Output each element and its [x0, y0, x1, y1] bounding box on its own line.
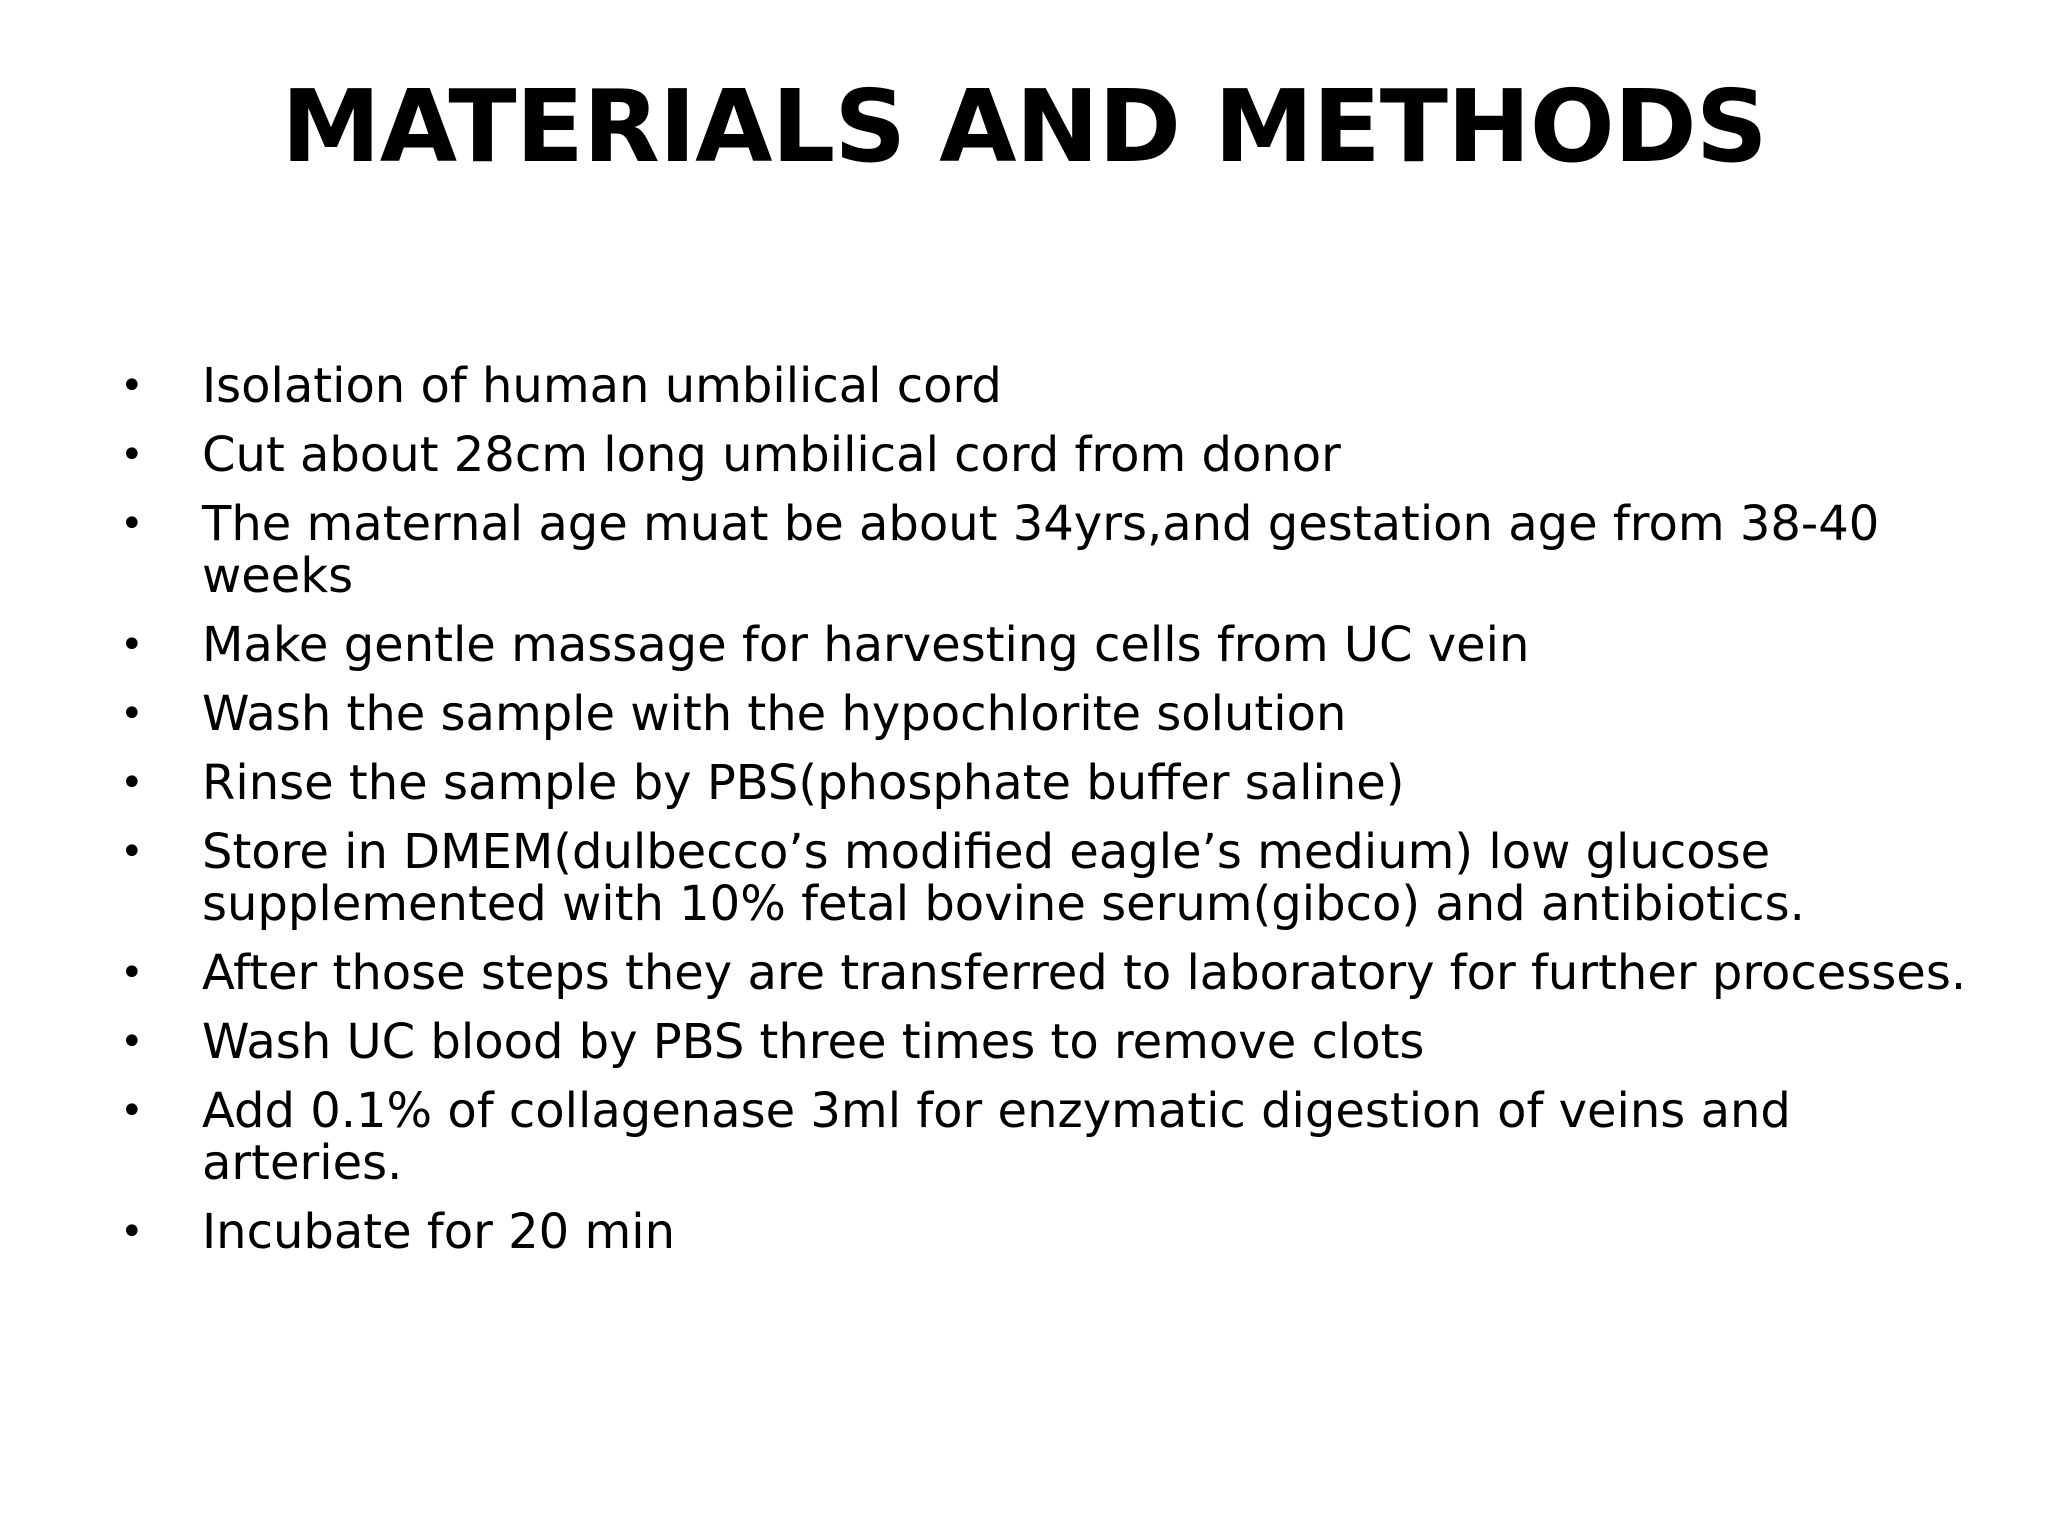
bullet-icon: •: [120, 691, 144, 737]
bullet-text: Store in DMEM(dulbecco’s modified eagle’s medium) low glucose supplemented with 10% fetal bovine serum(gibco) and antibiotics.: [202, 824, 1805, 932]
bullet-text: The maternal age muat be about 34yrs,and gestation age from 38-40 weeks: [202, 496, 1880, 604]
bullet-icon: •: [120, 501, 144, 547]
bullet-text: Incubate for 20 min: [202, 1204, 675, 1260]
list-item: [120, 429, 1980, 481]
list-item: [120, 757, 1980, 809]
list-item: [120, 826, 1980, 930]
bullet-icon: •: [120, 829, 144, 875]
bullet-text: Rinse the sample by PBS(phosphate buffer saline): [202, 755, 1405, 811]
bullet-icon: •: [120, 760, 144, 806]
bullet-text: Cut about 28cm long umbilical cord from donor: [202, 427, 1341, 483]
list-item: [120, 619, 1980, 671]
bullet-icon: •: [120, 622, 144, 668]
bullet-icon: •: [120, 1019, 144, 1065]
bullet-icon: •: [120, 950, 144, 996]
bullet-list: [120, 360, 1980, 1275]
bullet-icon: •: [120, 363, 144, 409]
bullet-text: Add 0.1% of collagenase 3ml for enzymatic digestion of veins and arteries.: [202, 1083, 1791, 1191]
bullet-text: Isolation of human umbilical cord: [202, 358, 1002, 414]
bullet-text: Wash the sample with the hypochlorite solution: [202, 686, 1347, 742]
list-item: [120, 688, 1980, 740]
list-item: [120, 1016, 1980, 1068]
bullet-icon: •: [120, 1209, 144, 1255]
bullet-text: Make gentle massage for harvesting cells from UC vein: [202, 617, 1530, 673]
bullet-text: Wash UC blood by PBS three times to remove clots: [202, 1014, 1425, 1070]
list-item: [120, 1206, 1980, 1258]
list-item: [120, 360, 1980, 412]
list-item: [120, 498, 1980, 602]
slide-title: MATERIALS AND METHODS: [281, 68, 1767, 185]
bullet-text: After those steps they are transferred to laboratory for further processes.: [202, 945, 1967, 1001]
list-item: [120, 1085, 1980, 1189]
bullet-icon: •: [120, 1088, 144, 1134]
bullet-icon: •: [120, 432, 144, 478]
list-item: [120, 947, 1980, 999]
